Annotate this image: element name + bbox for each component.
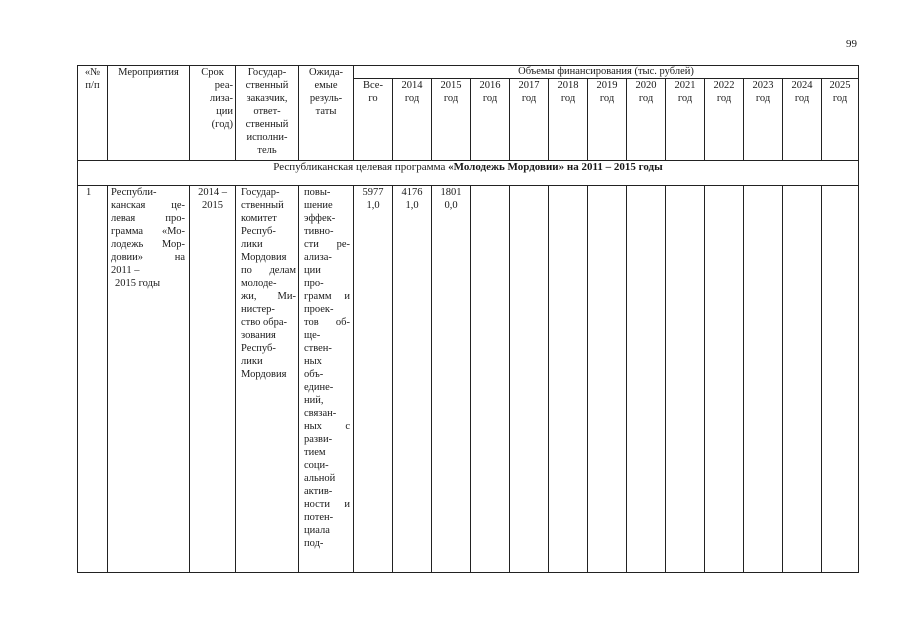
- funding-table: [77, 65, 859, 573]
- row-value-2018: [549, 186, 588, 573]
- row-value-2017: [510, 186, 549, 573]
- section-title-prefix: Республиканская целевая программа: [273, 161, 449, 173]
- header-year-2025: 2025 год: [822, 79, 859, 161]
- row-value-2020: [627, 186, 666, 573]
- row-value-2014: 4176 1,0: [393, 186, 432, 573]
- header-year-2015: 2015 год: [432, 79, 471, 161]
- row-expected-results: повы- шение эффек- тивно- сти ре- ализа- ции про- грамм и проек- тов об- ще- ствен- ных объ- едине- ний, связан- ных с разви- тием соци- альной актив- ности и потен- циала под-: [299, 186, 354, 573]
- header-year-2014: 2014 год: [393, 79, 432, 161]
- header-year-2020: 2020 год: [627, 79, 666, 161]
- row-value-2019: [588, 186, 627, 573]
- row-customer: Государ- ственный комитет Респуб- лики Мордовия по делам молоде- жи, Ми- нистер- ство обра- зования Респуб- лики Мордовия: [236, 186, 299, 573]
- row-value-2023: [744, 186, 783, 573]
- row-number: 1: [78, 186, 108, 573]
- section-title-bold: «Молодежь Мордовии» на 2011 – 2015 годы: [448, 161, 663, 173]
- row-value-2025: [822, 186, 859, 573]
- row-value-2022: [705, 186, 744, 573]
- header-year-2019: 2019 год: [588, 79, 627, 161]
- row-value-2021: [666, 186, 705, 573]
- header-expected-results: Ожида- емые резуль- таты: [299, 66, 354, 161]
- header-customer: Государ- ственный заказчик, ответ- ственный исполни- тель: [236, 66, 299, 161]
- header-year-total: Все- го: [354, 79, 393, 161]
- header-year-2018: 2018 год: [549, 79, 588, 161]
- header-year-2017: 2017 год: [510, 79, 549, 161]
- row-value-2024: [783, 186, 822, 573]
- row-value-2015: 1801 0,0: [432, 186, 471, 573]
- page-number: 99: [846, 38, 857, 50]
- header-funding: Объемы финансирования (тыс. рублей): [354, 66, 859, 79]
- section-title: [78, 161, 859, 186]
- header-year-2016: 2016 год: [471, 79, 510, 161]
- header-year-2022: 2022 год: [705, 79, 744, 161]
- row-activity: Республи- канская це- левая про- грамма «Мо- лодежь Мор- довии» на 2011 – 2015 годы: [108, 186, 190, 573]
- row-value-total: 5977 1,0: [354, 186, 393, 573]
- header-term: Срок реа- лиза- ции (год): [190, 66, 236, 161]
- header-year-2024: 2024 год: [783, 79, 822, 161]
- header-year-2023: 2023 год: [744, 79, 783, 161]
- header-year-2021: 2021 год: [666, 79, 705, 161]
- header-number: «№ п/п: [78, 66, 108, 161]
- row-value-2016: [471, 186, 510, 573]
- table-row: [78, 186, 859, 573]
- row-term: 2014 – 2015: [190, 186, 236, 573]
- header-activity: Мероприятия: [108, 66, 190, 161]
